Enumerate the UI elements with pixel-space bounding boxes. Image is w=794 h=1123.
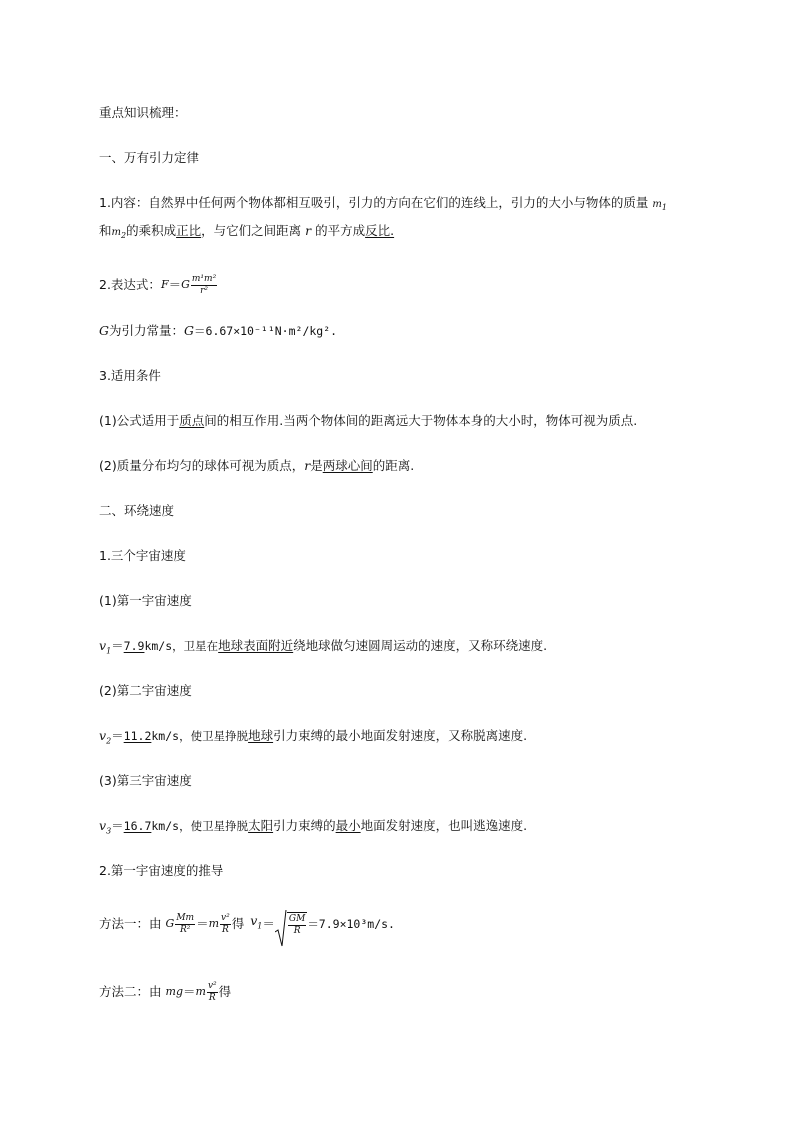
expression-line [99, 265, 218, 305]
fraction-denominator: R² [179, 924, 191, 935]
constant-text: 为引力常量： [109, 323, 185, 338]
v3-rest: 地面发射速度，也叫逃逸速度. [360, 818, 528, 833]
condition-r: r [304, 458, 311, 473]
method-1-m: m [208, 917, 220, 930]
condition-1-rest: 间的相互作用.当两个物体间的距离远大于物体本身的大小时，物体可视为质点. [204, 413, 638, 428]
method-2-mg: mg [165, 985, 183, 998]
v1-eq: ＝ [111, 638, 124, 653]
condition-1 [99, 412, 637, 430]
fraction-denominator: r² [200, 285, 208, 296]
v3-u2: 最小 [335, 818, 361, 833]
fraction-numerator: v² [207, 980, 217, 991]
constant-G: G [99, 323, 109, 338]
fraction-GM-R [288, 914, 306, 937]
v2-symbol: $v_2$ [99, 728, 112, 746]
mass-m2: $m_2$ [111, 227, 127, 240]
expression-label: 2.表达式： [99, 277, 161, 292]
section2-title: 二、环绕速度 [99, 503, 175, 518]
content-paragraph-line1 [99, 194, 667, 217]
and-text: 和 [99, 223, 112, 238]
fraction-v2-R [207, 981, 218, 1004]
conditions-title: 3.适用条件 [99, 368, 161, 383]
v2-rest: 引力束缚的最小地面发射速度，又称脱离速度. [273, 728, 528, 743]
force-F: F [160, 278, 169, 291]
v1-value: 7.9 [123, 639, 145, 653]
method-1-G: G [165, 917, 175, 930]
fraction-numerator: Mm [176, 912, 195, 923]
method-1-v1: $v_1$ [250, 913, 263, 931]
constant-G: G [181, 278, 190, 291]
first-cosmic-line [99, 637, 547, 661]
condition-2-rest: 的距离. [372, 458, 415, 473]
gravity-fraction [191, 274, 217, 297]
fanbi: 反比. [365, 223, 395, 238]
v2-value: 11.2 [123, 729, 152, 743]
third-cosmic-line [99, 817, 527, 841]
condition-2-prefix: (2)质量分布均匀的球体可视为质点， [99, 458, 305, 473]
derivation-title: 2.第一宇宙速度的推导 [99, 863, 224, 878]
method-2-m: m [195, 985, 206, 998]
v2-unit: km/s，使卫星挣脱 [151, 729, 249, 743]
v1-rest: 绕地球做匀速圆周运动的速度，又称环绕速度. [293, 638, 548, 653]
v2-eq: ＝ [111, 728, 124, 743]
method-1 [99, 902, 395, 946]
mass-m1: $m_1$ [652, 199, 667, 212]
third-cosmic-title: (3)第三宇宙速度 [99, 773, 192, 788]
condition-1-prefix: (1)公式适用于 [99, 413, 180, 428]
sqrt-symbol [275, 912, 307, 937]
method-1-label: 方法一：由 [99, 916, 162, 931]
condition-2-mid: 是 [310, 458, 323, 473]
method-1-eq2: ＝ [262, 916, 275, 931]
v1-u: 地球表面附近 [218, 638, 294, 653]
fraction-numerator: v² [221, 912, 230, 923]
fraction-denominator: R [221, 924, 229, 935]
liangqiuxin: 两球心间 [322, 458, 373, 473]
v1-symbol: $v_1$ [99, 638, 112, 656]
constant-line [99, 322, 337, 340]
fraction-Mm-R2 [175, 913, 195, 936]
fraction-v2-R [220, 913, 231, 936]
method-2-de: 得 [218, 984, 232, 999]
heading: 重点知识梳理： [99, 105, 187, 120]
distance-text: ，与它们之间距离 [201, 223, 302, 238]
v1-unit: km/s，卫星在 [144, 639, 219, 653]
section1-title: 一、万有引力定律 [99, 150, 200, 165]
content-paragraph-line2 [99, 222, 394, 245]
method-2-eq: ＝ [183, 984, 196, 999]
constant-value: ＝6.67×10⁻¹¹N·m²/kg². [194, 324, 338, 338]
method-1-result: ＝7.9×10³m/s. [307, 917, 395, 931]
v3-eq: ＝ [111, 818, 124, 833]
constant-G2: G [184, 323, 195, 338]
method-2-label: 方法二：由 [99, 984, 162, 999]
method-1-eq: ＝ [196, 916, 209, 931]
product-text: 的乘积成 [126, 223, 177, 238]
second-cosmic-line [99, 727, 527, 751]
zhidian: 质点 [179, 413, 205, 428]
square-text: 的平方成 [315, 223, 366, 238]
first-cosmic-title: (1)第一宇宙速度 [99, 593, 192, 608]
zhengbi: 正比 [176, 223, 202, 238]
fraction-denominator: R [293, 925, 301, 936]
condition-2 [99, 457, 414, 475]
v3-symbol: $v_3$ [99, 818, 112, 836]
method-2 [99, 972, 231, 1012]
method-1-de: 得 [231, 916, 245, 931]
v3-unit: km/s，使卫星挣脱 [151, 819, 249, 833]
cosmic-speeds-title: 1.三个宇宙速度 [99, 548, 186, 563]
fraction-numerator: m¹m² [191, 273, 217, 284]
fraction-denominator: R [208, 992, 216, 1003]
distance-r: r [305, 223, 312, 238]
fraction-numerator: GM [288, 913, 306, 924]
v2-u: 地球 [248, 728, 274, 743]
v3-value: 16.7 [123, 819, 152, 833]
v3-mid: 引力束缚的 [273, 818, 336, 833]
second-cosmic-title: (2)第二宇宙速度 [99, 683, 192, 698]
v3-u: 太阳 [248, 818, 274, 833]
equals: ＝ [168, 277, 182, 292]
content-text: 1.内容：自然界中任何两个物体都相互吸引，引力的方向在它们的连线上，引力的大小与物体的质量 [99, 195, 649, 210]
